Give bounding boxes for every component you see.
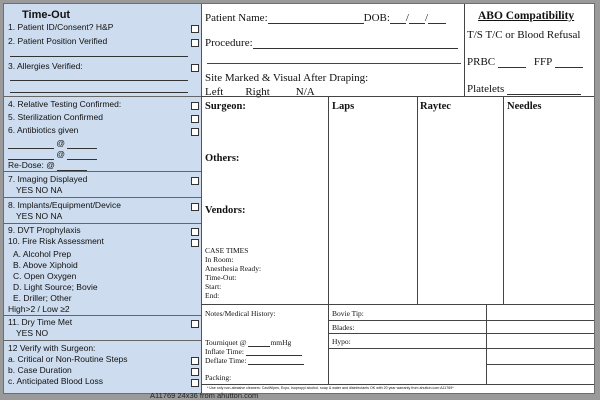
divider	[4, 96, 201, 97]
case-time-in-room: In Room:	[205, 255, 234, 264]
inflate-field[interactable]: Inflate Time:	[205, 347, 302, 356]
bovie-row-line	[328, 333, 594, 334]
checkbox-1[interactable]	[191, 25, 199, 33]
checkbox-12c[interactable]	[191, 379, 199, 387]
divider	[4, 340, 201, 341]
bovie-tip-label: Bovie Tip:	[332, 309, 364, 318]
hypo-label: Hypo:	[332, 337, 351, 346]
blades-label: Blades:	[332, 323, 355, 332]
timeout-item-9: 9. DVT Prophylaxis	[8, 225, 81, 235]
write-line	[10, 56, 188, 57]
dry-time-options: YES NO	[16, 328, 49, 338]
divider	[4, 197, 201, 198]
fire-risk-c: C. Open Oxygen	[13, 271, 77, 281]
checkbox-10[interactable]	[191, 239, 199, 247]
deflate-field[interactable]: Deflate Time:	[205, 356, 304, 365]
timeout-item-2: 2. Patient Position Verified	[8, 36, 108, 46]
laps-header: Laps	[332, 101, 355, 112]
abo-ts[interactable]: T/S T/C or Blood Refusal	[467, 29, 581, 41]
tourniquet-field[interactable]: Tourniquet @ mmHg	[205, 338, 292, 347]
abo-platelets[interactable]: Platelets	[467, 83, 581, 95]
write-line	[10, 80, 188, 81]
case-time-timeout: Time-Out:	[205, 273, 237, 282]
timeout-item-6: 6. Antibiotics given	[8, 125, 79, 135]
checkbox-7[interactable]	[191, 177, 199, 185]
antibiotic-line-1: @	[8, 138, 197, 149]
procedure-field[interactable]: Procedure:	[205, 37, 458, 49]
checkbox-12a[interactable]	[191, 357, 199, 365]
fire-risk-e: E. Driller; Other	[13, 293, 72, 303]
case-times-title: CASE TIMES	[205, 246, 249, 255]
timeout-panel	[4, 4, 202, 393]
timeout-item-12: 12 Verify with Surgeon:	[8, 343, 96, 353]
redose-line: Re-Dose: @	[8, 160, 197, 171]
checkbox-3[interactable]	[191, 64, 199, 72]
checkbox-2[interactable]	[191, 39, 199, 47]
fire-risk-d: D. Light Source; Bovie	[13, 282, 98, 292]
site-marked-label: Site Marked & Visual After Draping:	[205, 72, 369, 84]
verify-b: b. Case Duration	[8, 365, 72, 375]
grid-col-line	[328, 96, 329, 304]
fire-risk-score: High>2 / Low ≥2	[8, 304, 70, 314]
case-time-end: End:	[205, 291, 220, 300]
grid-col-line	[503, 96, 504, 304]
timeout-item-11: 11. Dry Time Met	[8, 317, 73, 327]
surgeon-label: Surgeon:	[205, 101, 246, 112]
bovie-row-line	[328, 320, 594, 321]
fire-risk-b: B. Above Xiphoid	[13, 260, 78, 270]
site-options[interactable]: Left Right N/A	[205, 86, 315, 98]
checkbox-6[interactable]	[191, 128, 199, 136]
implant-options: YES NO NA	[16, 211, 63, 221]
bottom-col-line	[486, 304, 487, 384]
footer-credit: A11769 24x36 from ahutton.com	[150, 391, 259, 400]
checkbox-4[interactable]	[191, 102, 199, 110]
timeout-title: Time-Out	[22, 9, 71, 21]
bottom-top-line	[201, 304, 594, 305]
others-label: Others:	[205, 153, 240, 164]
grid-col-line	[417, 96, 418, 304]
raytec-header: Raytec	[420, 101, 451, 112]
packing-label: Packing:	[205, 373, 232, 382]
cleaning-fineprint: * Use only non-abrasive cleaners: CaviWipes, Expo, Isopropyl alcohol, soap & water and disinfectants OK with 20 year warranty from ahutton.com A11769*	[207, 386, 454, 390]
write-line	[10, 92, 188, 93]
case-time-start: Start:	[205, 282, 222, 291]
case-time-anesthesia: Anesthesia Ready:	[205, 264, 262, 273]
notes-history-label: Notes/Medical History:	[205, 309, 276, 318]
divider	[4, 223, 201, 224]
bovie-row-line	[328, 348, 594, 349]
timeout-item-1: 1. Patient ID/Consent? H&P	[8, 22, 114, 32]
timeout-item-4: 4. Relative Testing Confirmed:	[8, 99, 122, 109]
bottom-col-line	[328, 304, 329, 384]
patient-name-field[interactable]: Patient Name: DOB: / /	[205, 12, 446, 24]
checkbox-11[interactable]	[191, 320, 199, 328]
timeout-item-5: 5. Sterilization Confirmed	[8, 112, 103, 122]
grid-row-line	[486, 364, 594, 365]
checkbox-8[interactable]	[191, 203, 199, 211]
timeout-item-8: 8. Implants/Equipment/Device	[8, 200, 121, 210]
abo-prbc-ffp[interactable]: PRBC FFP	[467, 56, 583, 68]
divider	[4, 315, 201, 316]
imaging-options: YES NO NA	[16, 185, 63, 195]
timeout-item-3: 3. Allergies Verified:	[8, 61, 83, 71]
verify-c: c. Anticipated Blood Loss	[8, 376, 103, 386]
checkbox-5[interactable]	[191, 115, 199, 123]
timeout-item-10: 10. Fire Risk Assessment	[8, 236, 104, 246]
fire-risk-a: A. Alcohol Prep	[13, 249, 72, 259]
checkbox-12b[interactable]	[191, 368, 199, 376]
timeout-item-7: 7. Imaging Displayed	[8, 174, 88, 184]
abo-divider	[464, 4, 465, 96]
grid-top-line	[201, 96, 594, 97]
divider	[4, 171, 201, 172]
procedure-line-2	[207, 63, 461, 64]
needles-header: Needles	[507, 101, 542, 112]
abo-title: ABO Compatibility	[478, 10, 575, 22]
whiteboard	[3, 3, 595, 394]
vendors-label: Vendors:	[205, 205, 246, 216]
verify-a: a. Critical or Non-Routine Steps	[8, 354, 128, 364]
checkbox-9[interactable]	[191, 228, 199, 236]
antibiotic-line-2: @	[8, 149, 197, 160]
